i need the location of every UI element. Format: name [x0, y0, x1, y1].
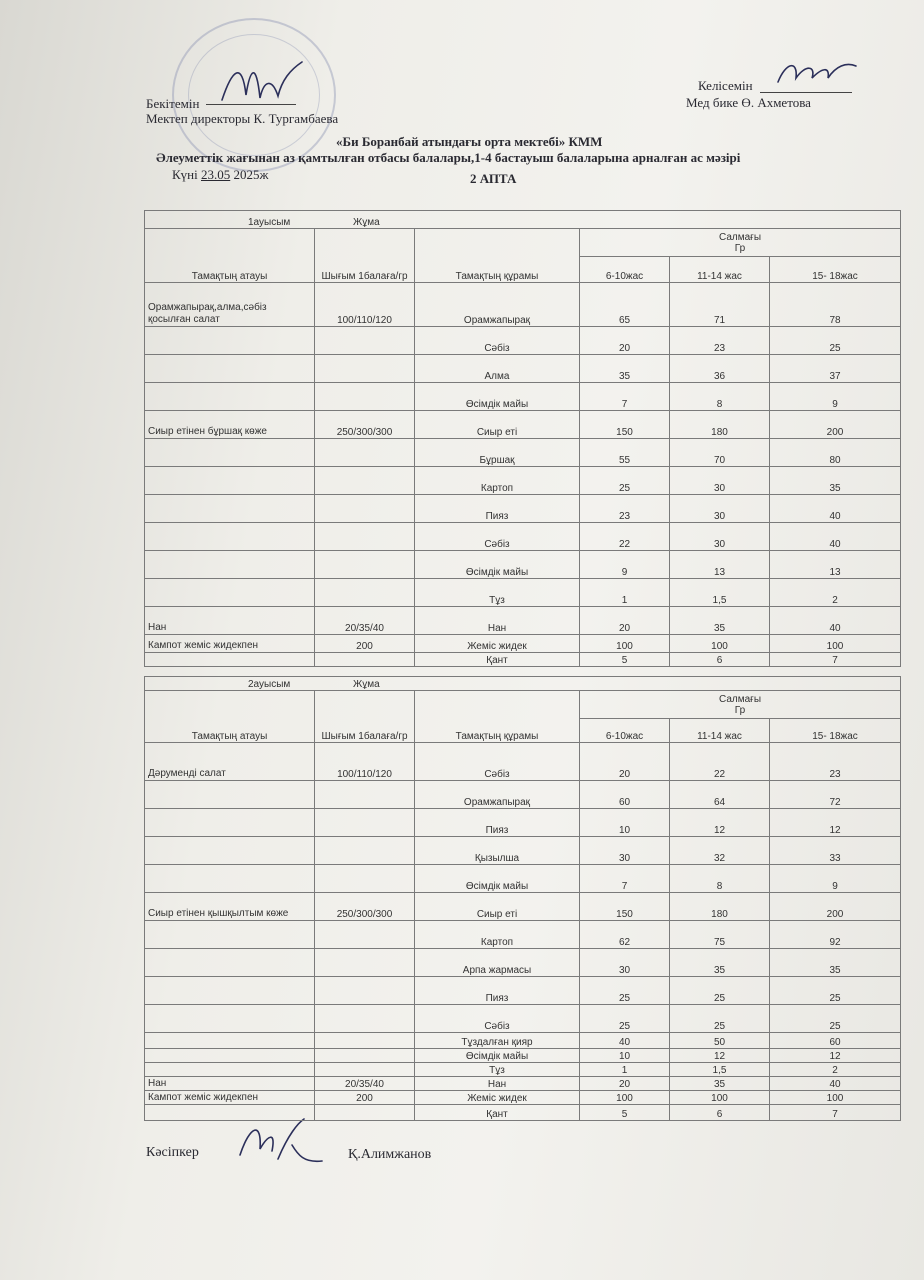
table-row: [145, 1049, 901, 1063]
ingredient-cell: Нан: [415, 1077, 580, 1091]
weight-15-18-cell: 40: [770, 607, 901, 635]
weight-6-10-cell: 5: [580, 653, 670, 667]
weight-6-10-cell: 5: [580, 1105, 670, 1121]
weight-15-18-cell: 40: [770, 523, 901, 551]
weight-15-18-cell: 2: [770, 1063, 901, 1077]
dish-cell: [145, 809, 315, 837]
approve-line: [206, 104, 296, 105]
weight-11-14-cell: 12: [670, 1049, 770, 1063]
table-row: [145, 743, 901, 781]
nurse-line: Мед бике Ө. Ахметова: [686, 95, 811, 110]
ingredient-cell: Өсімдік майы: [415, 551, 580, 579]
dish-cell: [145, 977, 315, 1005]
dish-cell: [145, 495, 315, 523]
ingredient-cell: Пияз: [415, 495, 580, 523]
ingredient-cell: Қант: [415, 653, 580, 667]
shift-day: Жұма: [353, 679, 380, 690]
yield-cell: [315, 439, 415, 467]
yield-cell: [315, 865, 415, 893]
director-signature: [212, 50, 312, 120]
weight-6-10-cell: 10: [580, 1049, 670, 1063]
weight-11-14-cell: 8: [670, 383, 770, 411]
shift-header: [145, 677, 901, 691]
weight-11-14-cell: 71: [670, 283, 770, 327]
weight-11-14-cell: 70: [670, 439, 770, 467]
shift-header: [145, 211, 901, 229]
weight-11-14-cell: 1,5: [670, 1063, 770, 1077]
weight-label: Салмағы: [719, 693, 762, 705]
weight-15-18-cell: 40: [770, 495, 901, 523]
yield-cell: [315, 383, 415, 411]
entrepreneur-signature: [232, 1115, 332, 1171]
table-row: [145, 837, 901, 865]
weight-11-14-cell: 8: [670, 865, 770, 893]
weight-15-18-cell: 35: [770, 467, 901, 495]
weight-15-18-cell: 60: [770, 1033, 901, 1049]
dish-cell: [145, 523, 315, 551]
ingredient-cell: Сәбіз: [415, 523, 580, 551]
yield-cell: [315, 837, 415, 865]
dish-cell: [145, 551, 315, 579]
yield-cell: 100/110/120: [315, 743, 415, 781]
table-row: [145, 893, 901, 921]
weight-15-18-cell: 9: [770, 865, 901, 893]
table-row: [145, 283, 901, 327]
yield-cell: [315, 1105, 415, 1121]
ingredient-cell: Нан: [415, 607, 580, 635]
weight-6-10-cell: 7: [580, 383, 670, 411]
dish-cell: [145, 949, 315, 977]
yield-cell: [315, 579, 415, 607]
weight-11-14-cell: 1,5: [670, 579, 770, 607]
yield-cell: 20/35/40: [315, 607, 415, 635]
dish-cell: [145, 1105, 315, 1121]
yield-cell: 200: [315, 1091, 415, 1105]
col-age-6-10: 6-10жас: [580, 257, 670, 283]
weight-6-10-cell: 20: [580, 607, 670, 635]
weight-15-18-cell: 25: [770, 327, 901, 355]
weight-6-10-cell: 1: [580, 1063, 670, 1077]
weight-11-14-cell: 25: [670, 977, 770, 1005]
col-age-11-14: 11-14 жас: [670, 719, 770, 743]
weight-15-18-cell: 12: [770, 809, 901, 837]
yield-cell: [315, 355, 415, 383]
weight-15-18-cell: 2: [770, 579, 901, 607]
weight-6-10-cell: 20: [580, 743, 670, 781]
col-age-6-10: 6-10жас: [580, 719, 670, 743]
ingredient-cell: Арпа жармасы: [415, 949, 580, 977]
dish-cell: [145, 1049, 315, 1063]
date-line: [172, 167, 268, 183]
weight-6-10-cell: 30: [580, 949, 670, 977]
weight-15-18-cell: 7: [770, 653, 901, 667]
col-dish: Тамақтың атауы: [145, 229, 315, 283]
table-row: [145, 865, 901, 893]
weight-15-18-cell: 7: [770, 1105, 901, 1121]
agree-label: Келісемін: [698, 78, 753, 93]
weight-6-10-cell: 10: [580, 809, 670, 837]
weight-6-10-cell: 25: [580, 1005, 670, 1033]
weight-6-10-cell: 25: [580, 977, 670, 1005]
weight-11-14-cell: 32: [670, 837, 770, 865]
table-row: [145, 383, 901, 411]
weight-15-18-cell: 100: [770, 1091, 901, 1105]
weight-15-18-cell: 25: [770, 977, 901, 1005]
ingredient-cell: Пияз: [415, 809, 580, 837]
dish-cell: Нан: [145, 607, 315, 635]
ingredient-cell: Сәбіз: [415, 327, 580, 355]
weight-6-10-cell: 35: [580, 355, 670, 383]
shift-label: 1ауысым: [248, 217, 291, 228]
ingredient-cell: Орамжапырақ: [415, 283, 580, 327]
dish-cell: [145, 837, 315, 865]
weight-6-10-cell: 25: [580, 467, 670, 495]
table-row: [145, 1077, 901, 1091]
table-row: [145, 1091, 901, 1105]
weight-11-14-cell: 6: [670, 1105, 770, 1121]
weight-11-14-cell: 12: [670, 809, 770, 837]
col-age-15-18: 15- 18жас: [770, 257, 901, 283]
weight-15-18-cell: 40: [770, 1077, 901, 1091]
weight-11-14-cell: 30: [670, 495, 770, 523]
yield-cell: [315, 551, 415, 579]
unit-label: Гр: [734, 704, 746, 716]
weight-15-18-cell: 72: [770, 781, 901, 809]
weight-15-18-cell: 33: [770, 837, 901, 865]
yield-cell: [315, 523, 415, 551]
ingredient-cell: Тұз: [415, 1063, 580, 1077]
col-composition: Тамақтың құрамы: [415, 691, 580, 743]
weight-6-10-cell: 100: [580, 635, 670, 653]
entrepreneur-name: Қ.Алимжанов: [348, 1147, 432, 1162]
menu-table-shift1: [144, 210, 901, 667]
yield-cell: [315, 1033, 415, 1049]
ingredient-cell: Алма: [415, 355, 580, 383]
ingredient-cell: Қызылша: [415, 837, 580, 865]
table-row: [145, 523, 901, 551]
yield-cell: [315, 809, 415, 837]
dish-cell: Кампот жеміс жидекпен: [145, 635, 315, 653]
weight-11-14-cell: 36: [670, 355, 770, 383]
col-composition: Тамақтың құрамы: [415, 229, 580, 283]
nurse-signature: [772, 52, 862, 92]
ingredient-cell: Сиыр еті: [415, 893, 580, 921]
ingredient-cell: Картоп: [415, 921, 580, 949]
weight-11-14-cell: 50: [670, 1033, 770, 1049]
dish-cell: Сиыр етінен қышқылтым көже: [145, 893, 315, 921]
weight-11-14-cell: 35: [670, 607, 770, 635]
director-line: Мектеп директоры К. Тургамбаева: [146, 111, 339, 126]
weight-15-18-cell: 200: [770, 893, 901, 921]
table-row: [145, 653, 901, 667]
ingredient-cell: Жеміс жидек: [415, 635, 580, 653]
weight-15-18-cell: 200: [770, 411, 901, 439]
dish-cell: [145, 467, 315, 495]
table-row: [145, 495, 901, 523]
table-row: [145, 607, 901, 635]
table-row: [145, 355, 901, 383]
entrepreneur-role: Кәсіпкер: [146, 1145, 199, 1160]
dish-cell: Нан: [145, 1077, 315, 1091]
table-row: [145, 1063, 901, 1077]
weight-15-18-cell: 23: [770, 743, 901, 781]
weight-6-10-cell: 62: [580, 921, 670, 949]
dish-cell: [145, 653, 315, 667]
dish-cell: [145, 383, 315, 411]
dish-cell: [145, 1005, 315, 1033]
week-label: 2 АПТА: [470, 171, 517, 186]
weight-11-14-cell: 35: [670, 949, 770, 977]
agree-line: [760, 92, 852, 93]
weight-11-14-cell: 30: [670, 467, 770, 495]
yield-cell: [315, 949, 415, 977]
weight-label: Салмағы: [719, 231, 762, 243]
ingredient-cell: Сиыр еті: [415, 411, 580, 439]
yield-cell: 250/300/300: [315, 411, 415, 439]
yield-cell: [315, 1005, 415, 1033]
col-yield: Шығым 1балаға/гр: [315, 229, 415, 283]
weight-11-14-cell: 64: [670, 781, 770, 809]
document-title: Әлеуметтік жағынан аз қамтылған отбасы балалары,1-4 бастауыш балаларына арналған ас мәзірі: [156, 150, 741, 165]
weight-6-10-cell: 60: [580, 781, 670, 809]
dish-cell: [145, 1033, 315, 1049]
weight-15-18-cell: 92: [770, 921, 901, 949]
yield-cell: [315, 977, 415, 1005]
weight-15-18-cell: 80: [770, 439, 901, 467]
col-weight: [580, 691, 901, 719]
table-row: [145, 781, 901, 809]
weight-11-14-cell: 30: [670, 523, 770, 551]
ingredient-cell: Бұршақ: [415, 439, 580, 467]
dish-cell: [145, 579, 315, 607]
shift-day: Жұма: [353, 217, 380, 228]
ingredient-cell: Жеміс жидек: [415, 1091, 580, 1105]
weight-11-14-cell: 100: [670, 635, 770, 653]
weight-15-18-cell: 12: [770, 1049, 901, 1063]
ingredient-cell: Өсімдік майы: [415, 1049, 580, 1063]
weight-11-14-cell: 75: [670, 921, 770, 949]
weight-11-14-cell: 180: [670, 893, 770, 921]
weight-11-14-cell: 13: [670, 551, 770, 579]
weight-11-14-cell: 23: [670, 327, 770, 355]
weight-6-10-cell: 150: [580, 411, 670, 439]
weight-6-10-cell: 7: [580, 865, 670, 893]
weight-6-10-cell: 150: [580, 893, 670, 921]
dish-cell: Дәруменді салат: [145, 743, 315, 781]
table-row: [145, 1105, 901, 1121]
day-label: Күні: [172, 167, 198, 182]
weight-15-18-cell: 25: [770, 1005, 901, 1033]
weight-6-10-cell: 1: [580, 579, 670, 607]
weight-11-14-cell: 100: [670, 1091, 770, 1105]
yield-cell: [315, 1049, 415, 1063]
weight-6-10-cell: 40: [580, 1033, 670, 1049]
table-row: [145, 809, 901, 837]
col-age-15-18: 15- 18жас: [770, 719, 901, 743]
dish-cell: Кампот жеміс жидекпен: [145, 1091, 315, 1105]
yield-cell: [315, 1063, 415, 1077]
weight-6-10-cell: 20: [580, 327, 670, 355]
yield-cell: 200: [315, 635, 415, 653]
ingredient-cell: Картоп: [415, 467, 580, 495]
table-row: [145, 467, 901, 495]
ingredient-cell: Сәбіз: [415, 1005, 580, 1033]
table-row: [145, 551, 901, 579]
year-suffix: 2025ж: [233, 167, 269, 182]
weight-11-14-cell: 6: [670, 653, 770, 667]
yield-cell: [315, 781, 415, 809]
shift-label: 2ауысым: [248, 679, 291, 690]
table-row: [145, 635, 901, 653]
ingredient-cell: Тұз: [415, 579, 580, 607]
weight-11-14-cell: 35: [670, 1077, 770, 1091]
weight-6-10-cell: 22: [580, 523, 670, 551]
weight-11-14-cell: 22: [670, 743, 770, 781]
weight-6-10-cell: 9: [580, 551, 670, 579]
table-row: [145, 949, 901, 977]
table-row: [145, 579, 901, 607]
yield-cell: 20/35/40: [315, 1077, 415, 1091]
table-row: [145, 1005, 901, 1033]
table-row: [145, 1033, 901, 1049]
unit-label: Гр: [734, 242, 746, 254]
approve-label: Бекітемін: [146, 96, 200, 111]
weight-6-10-cell: 23: [580, 495, 670, 523]
dish-cell: [145, 439, 315, 467]
col-weight: [580, 229, 901, 257]
dish-cell: [145, 781, 315, 809]
table-row: [145, 921, 901, 949]
table-row: [145, 327, 901, 355]
yield-cell: [315, 921, 415, 949]
yield-cell: [315, 653, 415, 667]
dish-cell: [145, 865, 315, 893]
weight-15-18-cell: 78: [770, 283, 901, 327]
weight-11-14-cell: 25: [670, 1005, 770, 1033]
weight-15-18-cell: 37: [770, 355, 901, 383]
col-yield: Шығым 1балаға/гр: [315, 691, 415, 743]
yield-cell: 250/300/300: [315, 893, 415, 921]
ingredient-cell: Өсімдік майы: [415, 383, 580, 411]
day-value: 23.05: [201, 167, 231, 182]
weight-15-18-cell: 13: [770, 551, 901, 579]
dish-cell: [145, 327, 315, 355]
dish-cell: Сиыр етінен бұршақ көже: [145, 411, 315, 439]
weight-15-18-cell: 35: [770, 949, 901, 977]
table-row: [145, 977, 901, 1005]
yield-cell: [315, 495, 415, 523]
ingredient-cell: Пияз: [415, 977, 580, 1005]
menu-table-shift2: [144, 676, 901, 1121]
ingredient-cell: Тұздалған қияр: [415, 1033, 580, 1049]
ingredient-cell: Қант: [415, 1105, 580, 1121]
ingredient-cell: Орамжапырақ: [415, 781, 580, 809]
col-dish: Тамақтың атауы: [145, 691, 315, 743]
weight-6-10-cell: 65: [580, 283, 670, 327]
weight-6-10-cell: 30: [580, 837, 670, 865]
weight-11-14-cell: 180: [670, 411, 770, 439]
table-row: [145, 439, 901, 467]
ingredient-cell: Өсімдік майы: [415, 865, 580, 893]
school-name: «Би Боранбай атындағы орта мектебі» КММ: [336, 134, 603, 149]
col-age-11-14: 11-14 жас: [670, 257, 770, 283]
table-row: [145, 411, 901, 439]
dish-cell: [145, 1063, 315, 1077]
weight-6-10-cell: 100: [580, 1091, 670, 1105]
dish-cell: [145, 921, 315, 949]
weight-15-18-cell: 9: [770, 383, 901, 411]
yield-cell: [315, 327, 415, 355]
dish-cell: [145, 355, 315, 383]
weight-6-10-cell: 20: [580, 1077, 670, 1091]
ingredient-cell: Сәбіз: [415, 743, 580, 781]
yield-cell: 100/110/120: [315, 283, 415, 327]
dish-cell: Орамжапырақ,алма,сәбіз қосылған салат: [145, 283, 315, 327]
weight-15-18-cell: 100: [770, 635, 901, 653]
weight-6-10-cell: 55: [580, 439, 670, 467]
yield-cell: [315, 467, 415, 495]
